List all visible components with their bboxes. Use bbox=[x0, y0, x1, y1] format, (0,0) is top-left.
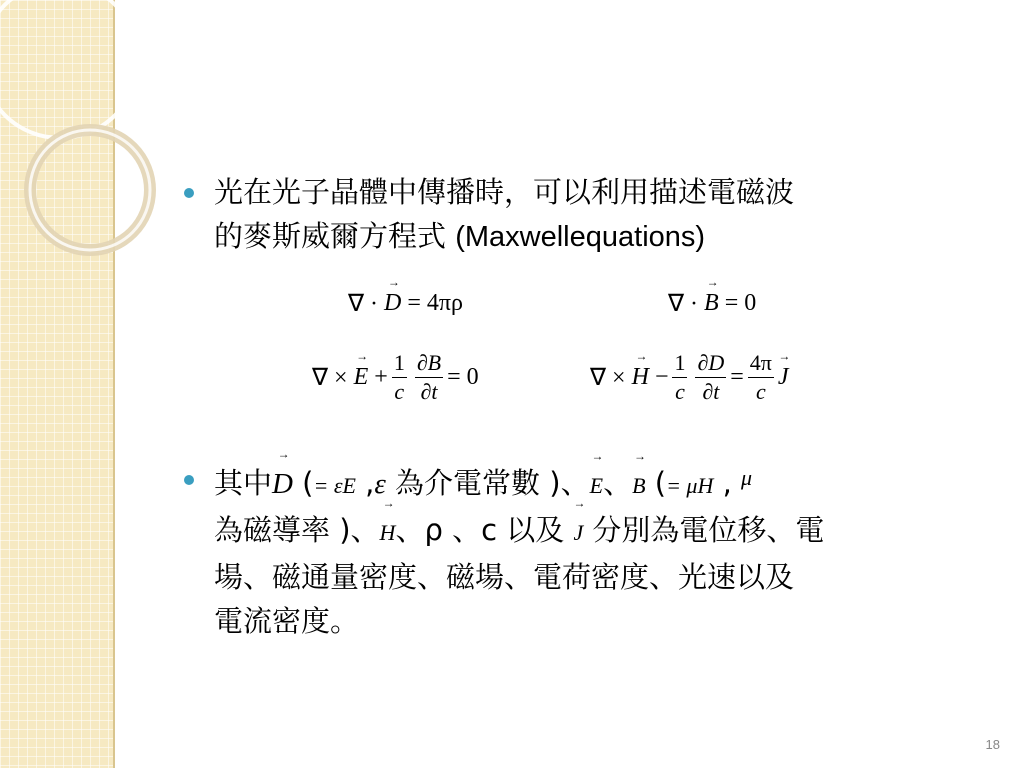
maxwell-equations-label: (Maxwellequations) bbox=[455, 221, 706, 253]
eq3-operator: ∇ × bbox=[312, 365, 348, 391]
eq4-frac2 bbox=[695, 351, 726, 404]
bullet2-line1 bbox=[214, 456, 1004, 508]
b2-text-5: 、 bbox=[603, 466, 633, 500]
b2-text-1: 其中 bbox=[214, 466, 273, 500]
gauss-law-equation bbox=[348, 289, 463, 318]
eq4-H: → H bbox=[632, 364, 649, 391]
eq4-frac1-num: 1 bbox=[672, 351, 687, 378]
bullet2-line4: 電流密度。 bbox=[214, 604, 360, 638]
symbol-D: → D bbox=[272, 462, 293, 506]
symbol-B: → B bbox=[632, 464, 645, 508]
eq3-E: → E bbox=[354, 364, 369, 391]
maxwell-equations bbox=[300, 285, 900, 425]
eq3-frac1-den: c bbox=[394, 379, 405, 404]
eq2-operator: ∇ · bbox=[668, 291, 699, 317]
bullet-dot bbox=[184, 188, 194, 198]
eq4-frac1 bbox=[672, 351, 687, 404]
eq4-frac2-den: ∂t bbox=[702, 379, 720, 404]
symbol-epsilon: ε bbox=[374, 468, 386, 500]
b2-text-6: ( bbox=[645, 466, 667, 500]
eq2-rhs: = 0 bbox=[724, 290, 757, 316]
eq4-operator: ∇ × bbox=[590, 365, 626, 391]
symbol-eps-E: = εE bbox=[313, 473, 356, 498]
gauss-magnetism-equation bbox=[668, 289, 756, 318]
symbol-mu-H: = μH bbox=[666, 473, 714, 498]
bullet-maxwell-intro bbox=[214, 170, 994, 259]
bullet2-line3: 場、磁通量密度、磁場、電荷密度、光速以及 bbox=[214, 560, 795, 594]
symbol-E: → E bbox=[590, 464, 603, 508]
eq4-frac3 bbox=[748, 351, 774, 404]
bullet-dot bbox=[184, 475, 194, 485]
symbol-mu: μ bbox=[741, 465, 753, 490]
symbol-J: → J bbox=[573, 511, 583, 555]
b2-text-3: , bbox=[355, 466, 375, 500]
b2-text-7: , bbox=[713, 466, 742, 500]
bullet2-line2 bbox=[214, 508, 1004, 555]
eq3-frac2 bbox=[415, 351, 443, 404]
eq1-operator: ∇ · bbox=[348, 291, 379, 317]
eq4-minus: − bbox=[654, 364, 669, 390]
ampere-law-equation bbox=[590, 351, 789, 404]
eq4-frac3-num: 4π bbox=[748, 351, 774, 378]
eq3-frac1 bbox=[392, 351, 407, 404]
eq3-plus: + bbox=[374, 364, 388, 390]
eq1-D: → D bbox=[384, 290, 401, 317]
eq4-frac2-num: ∂D bbox=[695, 351, 726, 378]
bullet1-line2 bbox=[214, 214, 994, 259]
bullet1-line2-text: 的麥斯威爾方程式 bbox=[214, 219, 456, 253]
eq4-frac1-den: c bbox=[675, 379, 685, 404]
symbol-H: → H bbox=[380, 511, 396, 555]
b2-text-10: 分別為電位移、電 bbox=[583, 513, 825, 547]
bullet1-line1: 光在光子晶體中傳播時，可以利用描述電磁波 bbox=[214, 175, 795, 209]
eq3-frac1-num: 1 bbox=[392, 351, 407, 378]
decorative-rings bbox=[0, 0, 200, 320]
eq4-J: → J bbox=[778, 364, 789, 391]
eq1-rhs: = 4πρ bbox=[407, 290, 464, 316]
b2-text-8: 為磁導率 )、 bbox=[214, 513, 380, 547]
b2-text-2: ( bbox=[292, 466, 314, 500]
bullet-symbol-definitions bbox=[214, 456, 1004, 643]
faraday-law-equation bbox=[312, 351, 479, 404]
eq4-frac3-den: c bbox=[755, 379, 766, 404]
eq2-B: → B bbox=[704, 290, 719, 317]
eq3-frac2-num: ∂B bbox=[415, 351, 443, 378]
eq4-equals: = bbox=[730, 364, 744, 390]
eq3-rhs: = 0 bbox=[447, 364, 479, 390]
b2-text-4: 為介電常數 )、 bbox=[385, 466, 590, 500]
eq3-frac2-den: ∂t bbox=[420, 379, 438, 404]
page-number: 18 bbox=[985, 737, 1000, 752]
b2-text-9: 、ρ 、c 以及 bbox=[395, 513, 574, 547]
